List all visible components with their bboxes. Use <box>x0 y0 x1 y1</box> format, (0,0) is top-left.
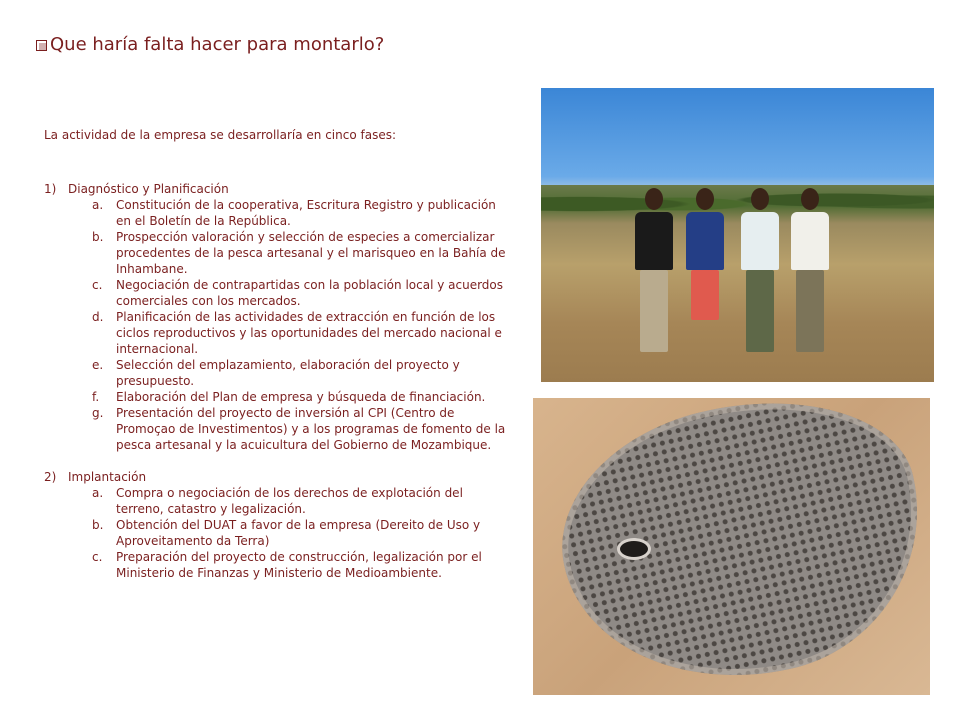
list-item <box>44 549 514 581</box>
item-letter: a. <box>92 198 104 212</box>
person-figure <box>787 188 833 352</box>
phase-heading <box>44 469 514 485</box>
item-letter: c. <box>92 550 103 564</box>
item-letter: e. <box>92 358 104 372</box>
stingray-body <box>539 398 930 695</box>
phase-1 <box>44 181 514 453</box>
item-text: Negociación de contrapartidas con la población local y acuerdos comerciales con los mercados. <box>116 278 504 308</box>
list-item <box>44 357 514 389</box>
phase-items <box>44 197 514 453</box>
item-text: Obtención del DUAT a favor de la empresa (Dereito de Uso y Aproveitamento da Terra) <box>116 518 481 548</box>
item-text: Presentación del proyecto de inversión al CPI (Centro de Promoçao de Investimentos) y a los programas de fomento de la pesca artesanal y la acuicultura del Gobierno de Mozambique. <box>116 406 506 452</box>
stingray-eye <box>617 538 651 560</box>
item-text: Compra o negociación de los derechos de explotación del terreno, catastro y legalización. <box>116 486 463 516</box>
list-item <box>44 309 514 357</box>
item-letter: b. <box>92 230 104 244</box>
phase-number: 2) <box>44 470 57 484</box>
item-letter: c. <box>92 278 103 292</box>
item-letter: a. <box>92 486 104 500</box>
slide-title <box>36 34 384 55</box>
phase-items <box>44 485 514 581</box>
item-text: Constitución de la cooperativa, Escritura Registro y publicación en el Boletín de la República. <box>116 198 496 228</box>
list-item <box>44 229 514 277</box>
list-item <box>44 517 514 549</box>
checkbox-bullet-icon <box>36 40 47 51</box>
item-letter: b. <box>92 518 104 532</box>
item-letter: d. <box>92 310 104 324</box>
group-photo <box>541 88 934 382</box>
item-text: Planificación de las actividades de extracción en función de los ciclos reproductivos y las oportunidades del mercado nacional e internacional. <box>116 310 502 356</box>
slide-title-text: Que haría falta hacer para montarlo? <box>50 34 385 55</box>
person-figure <box>737 188 783 352</box>
list-item <box>44 389 514 405</box>
phase-title: Diagnóstico y Planificación <box>68 182 229 196</box>
phases-content <box>44 127 514 597</box>
list-item <box>44 485 514 517</box>
phase-heading <box>44 181 514 197</box>
list-item <box>44 197 514 229</box>
list-item <box>44 277 514 309</box>
item-text: Preparación del proyecto de construcción, legalización por el Ministerio de Finanzas y Ministerio de Medioambiente. <box>116 550 482 580</box>
item-text: Elaboración del Plan de empresa y búsqueda de financiación. <box>116 390 486 404</box>
item-text: Selección del emplazamiento, elaboración del proyecto y presupuesto. <box>116 358 460 388</box>
item-text: Prospección valoración y selección de especies a comercializar procedentes de la pesca artesanal y el marisqueo en la Bahía de Inhambane. <box>116 230 506 276</box>
person-figure <box>682 188 728 352</box>
item-letter: f. <box>92 390 100 404</box>
phase-title: Implantación <box>68 470 147 484</box>
person-figure <box>631 188 677 352</box>
stingray-photo <box>533 398 930 695</box>
intro-text: La actividad de la empresa se desarrollaría en cinco fases: <box>44 128 397 142</box>
list-item <box>44 405 514 453</box>
item-letter: g. <box>92 406 104 420</box>
phase-number: 1) <box>44 182 57 196</box>
phase-2 <box>44 469 514 581</box>
